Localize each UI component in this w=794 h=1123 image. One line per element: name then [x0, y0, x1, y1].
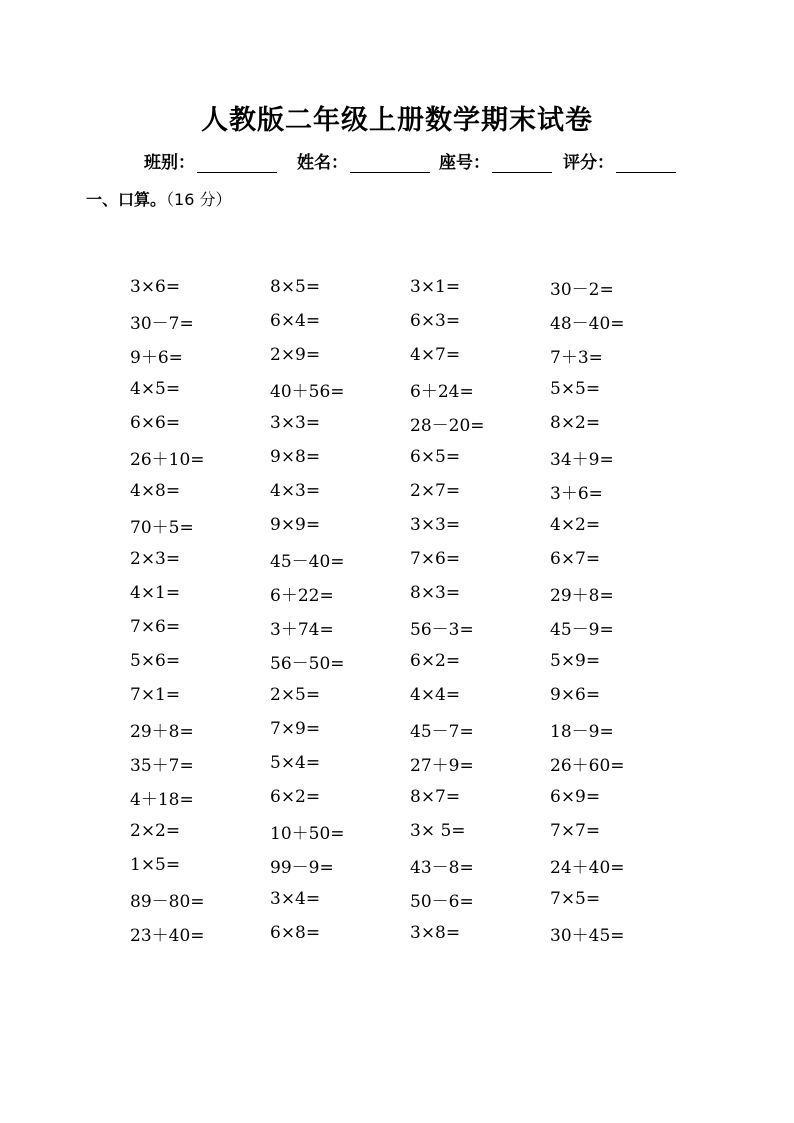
- arithmetic-problem[interactable]: 2×3=: [130, 549, 181, 569]
- class-field: [144, 148, 277, 173]
- problem-row: [130, 542, 690, 576]
- arithmetic-problem[interactable]: 27＋9=: [410, 755, 474, 776]
- arithmetic-problem[interactable]: 4×1=: [130, 583, 181, 603]
- arithmetic-problem[interactable]: 5×9=: [550, 651, 601, 671]
- arithmetic-problem[interactable]: 18－9=: [550, 721, 614, 742]
- arithmetic-problem[interactable]: 7×6=: [130, 617, 181, 637]
- problem-row: [130, 882, 690, 916]
- arithmetic-problem[interactable]: 4＋18=: [130, 789, 194, 810]
- arithmetic-problem[interactable]: 1×5=: [130, 855, 181, 875]
- arithmetic-problem[interactable]: 5×6=: [130, 651, 181, 671]
- arithmetic-problem[interactable]: 4×7=: [410, 345, 461, 365]
- arithmetic-problem[interactable]: 6＋24=: [410, 381, 474, 402]
- arithmetic-problem[interactable]: 23＋40=: [130, 925, 205, 946]
- arithmetic-problem[interactable]: 28－20=: [410, 415, 485, 436]
- arithmetic-problem[interactable]: 3×8=: [410, 923, 461, 943]
- arithmetic-problem[interactable]: 34＋9=: [550, 449, 614, 470]
- arithmetic-problem[interactable]: 26＋60=: [550, 755, 625, 776]
- arithmetic-problem[interactable]: 8×2=: [550, 413, 601, 433]
- arithmetic-problem[interactable]: 4×4=: [410, 685, 461, 705]
- arithmetic-problem[interactable]: 5×4=: [270, 753, 321, 773]
- problem-row: [130, 372, 690, 406]
- arithmetic-problem[interactable]: 6×8=: [270, 923, 321, 943]
- problem-row: [130, 916, 690, 950]
- problem-row: [130, 644, 690, 678]
- arithmetic-problem[interactable]: 89－80=: [130, 891, 205, 912]
- arithmetic-problem[interactable]: 7×1=: [130, 685, 181, 705]
- score-field: [563, 148, 676, 173]
- arithmetic-problem[interactable]: 29＋8=: [130, 721, 194, 742]
- arithmetic-problem[interactable]: 7×6=: [410, 549, 461, 569]
- arithmetic-problem-grid: [130, 270, 690, 950]
- section-heading: [86, 187, 231, 210]
- problem-row: [130, 814, 690, 848]
- arithmetic-problem[interactable]: 40＋56=: [270, 381, 345, 402]
- arithmetic-problem[interactable]: 2×5=: [270, 685, 321, 705]
- arithmetic-problem[interactable]: 24＋40=: [550, 857, 625, 878]
- arithmetic-problem[interactable]: 7×5=: [550, 889, 601, 909]
- problem-row: [130, 338, 690, 372]
- arithmetic-problem[interactable]: 6×5=: [410, 447, 461, 467]
- arithmetic-problem[interactable]: 70＋5=: [130, 517, 194, 538]
- score-label: 评分：: [563, 153, 614, 173]
- problem-row: [130, 508, 690, 542]
- arithmetic-problem[interactable]: 56－3=: [410, 619, 474, 640]
- problem-row: [130, 304, 690, 338]
- arithmetic-problem[interactable]: 3×3=: [270, 413, 321, 433]
- student-info-row: [144, 147, 676, 173]
- problem-row: [130, 610, 690, 644]
- arithmetic-problem[interactable]: 2×2=: [130, 821, 181, 841]
- arithmetic-problem[interactable]: 43－8=: [410, 857, 474, 878]
- seat-field: [439, 148, 552, 173]
- arithmetic-problem[interactable]: 4×8=: [130, 481, 181, 501]
- arithmetic-problem[interactable]: 45－40=: [270, 551, 345, 572]
- arithmetic-problem[interactable]: 45－9=: [550, 619, 614, 640]
- arithmetic-problem[interactable]: 56－50=: [270, 653, 345, 674]
- arithmetic-problem[interactable]: 30－7=: [130, 313, 194, 334]
- problem-row: [130, 780, 690, 814]
- arithmetic-problem[interactable]: 7×9=: [270, 719, 321, 739]
- section-title: 一、口算。: [86, 190, 167, 209]
- seat-blank[interactable]: [492, 154, 552, 173]
- problem-row: [130, 712, 690, 746]
- problem-row: [130, 270, 690, 304]
- arithmetic-problem[interactable]: 9＋6=: [130, 347, 183, 368]
- arithmetic-problem[interactable]: 6×2=: [270, 787, 321, 807]
- arithmetic-problem[interactable]: 3× 5=: [410, 821, 466, 841]
- arithmetic-problem[interactable]: 3＋6=: [550, 483, 603, 504]
- problem-row: [130, 406, 690, 440]
- problem-row: [130, 576, 690, 610]
- arithmetic-problem[interactable]: 7×7=: [550, 821, 601, 841]
- section-points: （16 分）: [166, 190, 232, 209]
- arithmetic-problem[interactable]: 30＋45=: [550, 925, 625, 946]
- arithmetic-problem[interactable]: 8×5=: [270, 277, 321, 297]
- arithmetic-problem[interactable]: 50－6=: [410, 891, 474, 912]
- problem-row: [130, 440, 690, 474]
- arithmetic-problem[interactable]: 29＋8=: [550, 585, 614, 606]
- arithmetic-problem[interactable]: 6×3=: [410, 311, 461, 331]
- arithmetic-problem[interactable]: 26＋10=: [130, 449, 205, 470]
- name-label: 姓名：: [297, 153, 348, 173]
- arithmetic-problem[interactable]: 6×2=: [410, 651, 461, 671]
- arithmetic-problem[interactable]: 35＋7=: [130, 755, 194, 776]
- arithmetic-problem[interactable]: 30－2=: [550, 279, 614, 300]
- arithmetic-problem[interactable]: 7＋3=: [550, 347, 603, 368]
- arithmetic-problem[interactable]: 45－7=: [410, 721, 474, 742]
- arithmetic-problem[interactable]: 4×5=: [130, 379, 181, 399]
- arithmetic-problem[interactable]: 3×3=: [410, 515, 461, 535]
- class-blank[interactable]: [197, 154, 277, 173]
- arithmetic-problem[interactable]: 3×4=: [270, 889, 321, 909]
- name-field: [297, 148, 430, 173]
- arithmetic-problem[interactable]: 48－40=: [550, 313, 625, 334]
- arithmetic-problem[interactable]: 10＋50=: [270, 823, 345, 844]
- arithmetic-problem[interactable]: 6×7=: [550, 549, 601, 569]
- arithmetic-problem[interactable]: 3×1=: [410, 277, 461, 297]
- arithmetic-problem[interactable]: 9×8=: [270, 447, 321, 467]
- problem-row: [130, 474, 690, 508]
- arithmetic-problem[interactable]: 4×3=: [270, 481, 321, 501]
- arithmetic-problem[interactable]: 8×7=: [410, 787, 461, 807]
- problem-row: [130, 746, 690, 780]
- arithmetic-problem[interactable]: 6×4=: [270, 311, 321, 331]
- problem-row: [130, 678, 690, 712]
- arithmetic-problem[interactable]: 5×5=: [550, 379, 601, 399]
- page-title: 人教版二年级上册数学期末试卷: [201, 105, 593, 136]
- name-blank[interactable]: [350, 154, 430, 173]
- arithmetic-problem[interactable]: 99－9=: [270, 857, 334, 878]
- arithmetic-problem[interactable]: 3×6=: [130, 277, 181, 297]
- arithmetic-problem[interactable]: 6×9=: [550, 787, 601, 807]
- class-label: 班别：: [144, 153, 195, 173]
- problem-row: [130, 848, 690, 882]
- arithmetic-problem[interactable]: 2×7=: [410, 481, 461, 501]
- seat-label: 座号：: [439, 153, 490, 173]
- arithmetic-problem[interactable]: 9×9=: [270, 515, 321, 535]
- arithmetic-problem[interactable]: 6×6=: [130, 413, 181, 433]
- score-blank[interactable]: [616, 154, 676, 173]
- arithmetic-problem[interactable]: 4×2=: [550, 515, 601, 535]
- arithmetic-problem[interactable]: 3＋74=: [270, 619, 334, 640]
- arithmetic-problem[interactable]: 2×9=: [270, 345, 321, 365]
- arithmetic-problem[interactable]: 9×6=: [550, 685, 601, 705]
- arithmetic-problem[interactable]: 8×3=: [410, 583, 461, 603]
- arithmetic-problem[interactable]: 6＋22=: [270, 585, 334, 606]
